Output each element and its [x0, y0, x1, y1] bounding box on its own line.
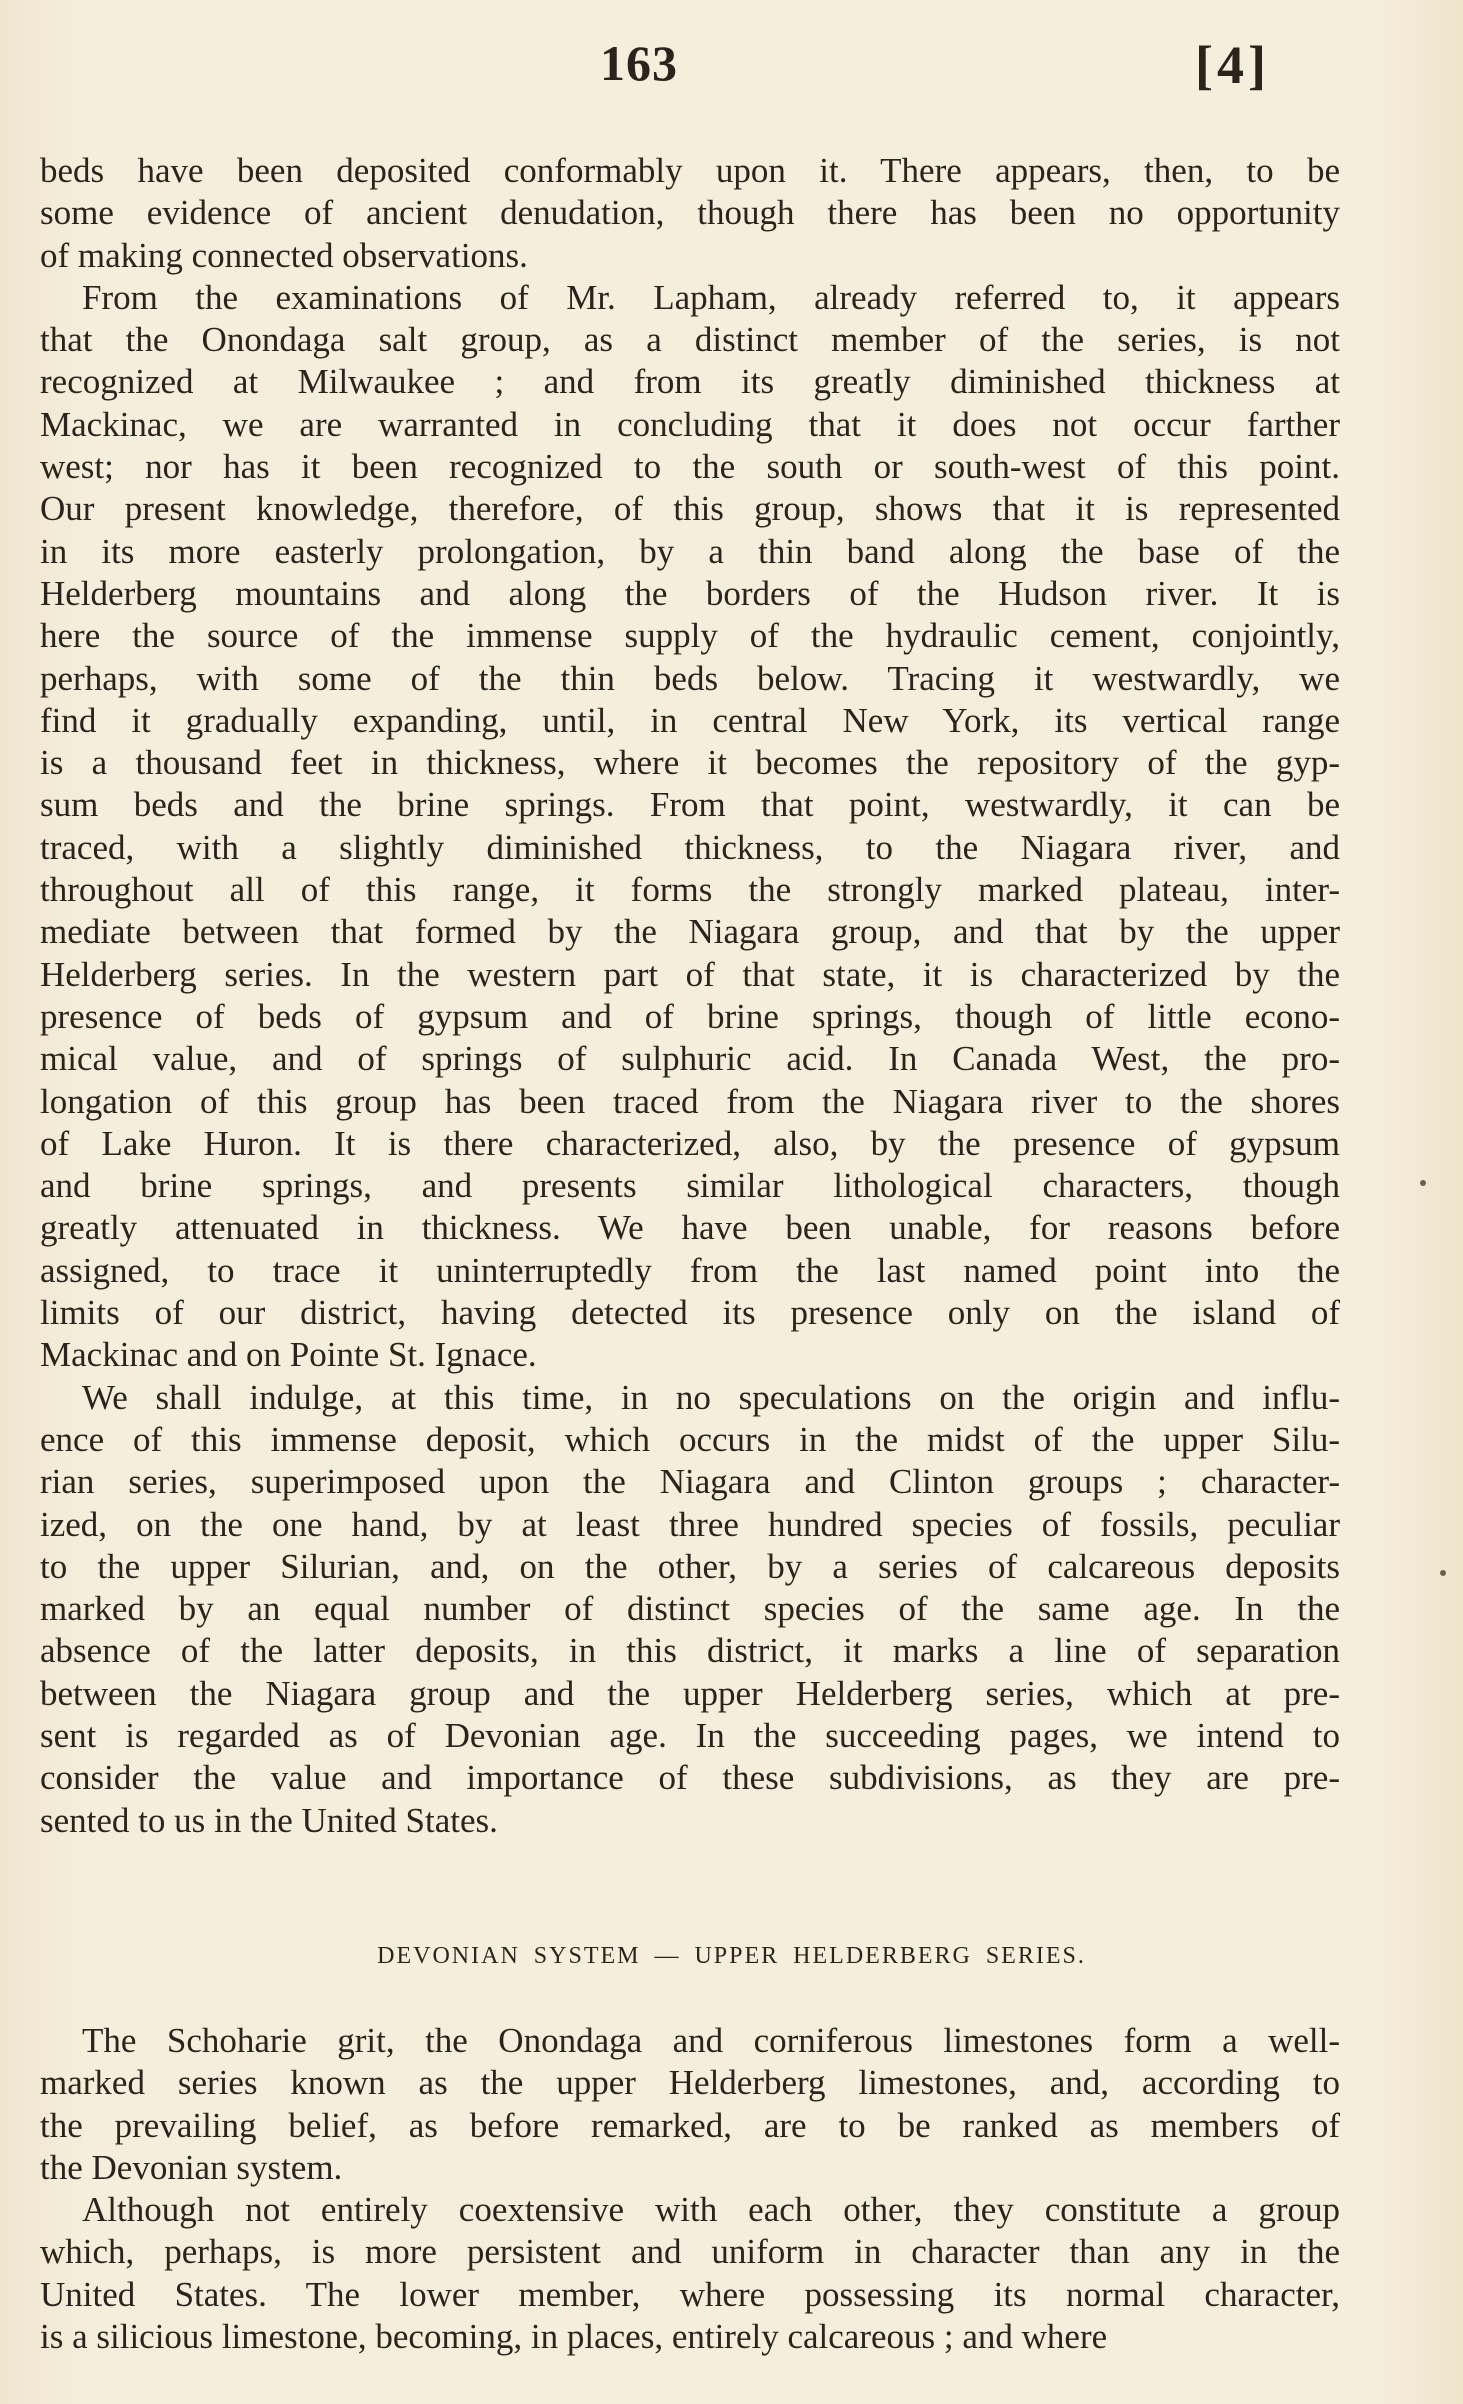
text-line: Although not entirely coextensive with each other, they constitute a group — [82, 2190, 1340, 2230]
text-line: some evidence of ancient denudation, though there has been no opportunity — [40, 193, 1340, 233]
text-line: the Devonian system. — [40, 2147, 343, 2187]
text-line: throughout all of this range, it forms the strongly marked plateau, inter- — [40, 870, 1340, 910]
text-line: is a silicious limestone, becoming, in places, entirely calcareous ; and where — [40, 2317, 1108, 2357]
text-line: sum beds and the brine springs. From that point, westwardly, it can be — [40, 785, 1340, 825]
text-line: is a thousand feet in thickness, where it becomes the repository of the gyp- — [40, 743, 1340, 783]
page-number: 163 — [600, 35, 678, 91]
text-line: absence of the latter deposits, in this district, it marks a line of separation — [40, 1631, 1340, 1671]
text-line: rian series, superimposed upon the Niagara and Clinton groups ; character- — [40, 1462, 1340, 1502]
text-line: recognized at Milwaukee ; and from its greatly diminished thickness at — [40, 362, 1340, 402]
text-line: presence of beds of gypsum and of brine springs, though of little econo- — [40, 996, 1340, 1036]
text-line: limits of our district, having detected its presence only on the island of — [40, 1293, 1340, 1333]
text-line: to the upper Silurian, and, on the other, by a series of calcareous deposits — [40, 1546, 1340, 1586]
text-line: here the source of the immense supply of the hydraulic cement, conjointly, — [40, 616, 1340, 656]
text-line: Mackinac, we are warranted in concluding that it does not occur farther — [40, 404, 1340, 444]
text-line: greatly attenuated in thickness. We have been unable, for reasons before — [40, 1208, 1340, 1248]
text-line: Mackinac and on Pointe St. Ignace. — [40, 1335, 537, 1375]
text-line: consider the value and importance of these subdivisions, as they are pre- — [40, 1758, 1340, 1798]
text-line: The Schoharie grit, the Onondaga and corniferous limestones form a well- — [82, 2021, 1340, 2060]
text-line: which, perhaps, is more persistent and uniform in character than any in the — [40, 2232, 1340, 2272]
section-heading: DEVONIAN SYSTEM — UPPER HELDERBERG SERIES. — [377, 1943, 1086, 1969]
text-line: in its more easterly prolongation, by a thin band along the base of the — [40, 531, 1340, 571]
text-line: mical value, and of springs of sulphuric acid. In Canada West, the pro- — [40, 1039, 1340, 1079]
text-line: beds have been deposited conformably upon it. There appears, then, to be — [40, 151, 1340, 190]
text-line: find it gradually expanding, until, in central New York, its vertical range — [40, 700, 1340, 740]
body-text-upper — [40, 150, 1340, 1842]
text-line: between the Niagara group and the upper Helderberg series, which at pre- — [40, 1673, 1340, 1713]
paragraph — [40, 1377, 1340, 1842]
paragraph — [40, 150, 1340, 277]
text-line: From the examinations of Mr. Lapham, already referred to, it appears — [82, 277, 1340, 317]
paragraph — [40, 277, 1340, 1377]
page-header — [0, 34, 1463, 104]
text-line: ence of this immense deposit, which occurs in the midst of the upper Silu- — [40, 1419, 1340, 1459]
text-line: Helderberg series. In the western part of that state, it is characterized by the — [40, 954, 1340, 994]
text-line: of making connected observations. — [40, 235, 528, 275]
paragraph — [40, 2020, 1340, 2189]
text-line: Helderberg mountains and along the borders of the Hudson river. It is — [40, 573, 1340, 613]
text-line: ized, on the one hand, by at least three hundred species of fossils, peculiar — [40, 1504, 1340, 1544]
body-text-lower — [40, 2020, 1340, 2358]
text-line: perhaps, with some of the thin beds below. Tracing it westwardly, we — [40, 658, 1340, 698]
text-line: sent is regarded as of Devonian age. In the succeeding pages, we intend to — [40, 1715, 1340, 1755]
text-line: marked by an equal number of distinct species of the same age. In the — [40, 1589, 1340, 1629]
text-line: sented to us in the United States. — [40, 1800, 498, 1840]
paper-speck — [1440, 1570, 1446, 1576]
text-line: assigned, to trace it uninterruptedly from the last named point into the — [40, 1250, 1340, 1290]
text-line: marked series known as the upper Helderberg limestones, and, according to — [40, 2063, 1340, 2103]
text-line: that the Onondaga salt group, as a distinct member of the series, is not — [40, 320, 1340, 360]
paper-speck — [1420, 1180, 1426, 1186]
text-line: west; nor has it been recognized to the south or south-west of this point. — [40, 447, 1340, 487]
text-line: Our present knowledge, therefore, of this group, shows that it is represented — [40, 489, 1340, 529]
signature-mark: [4] — [1195, 35, 1270, 95]
text-line: We shall indulge, at this time, in no speculations on the origin and influ- — [82, 1377, 1340, 1417]
text-line: the prevailing belief, as before remarked, are to be ranked as members of — [40, 2105, 1340, 2145]
text-line: longation of this group has been traced from the Niagara river to the shores — [40, 1081, 1340, 1121]
text-line: mediate between that formed by the Niagara group, and that by the upper — [40, 912, 1340, 952]
paragraph — [40, 2189, 1340, 2358]
text-line: of Lake Huron. It is there characterized, also, by the presence of gypsum — [40, 1123, 1340, 1163]
text-line: and brine springs, and presents similar lithological characters, though — [40, 1166, 1340, 1206]
text-line: traced, with a slightly diminished thickness, to the Niagara river, and — [40, 827, 1340, 867]
text-line: United States. The lower member, where possessing its normal character, — [40, 2274, 1340, 2314]
